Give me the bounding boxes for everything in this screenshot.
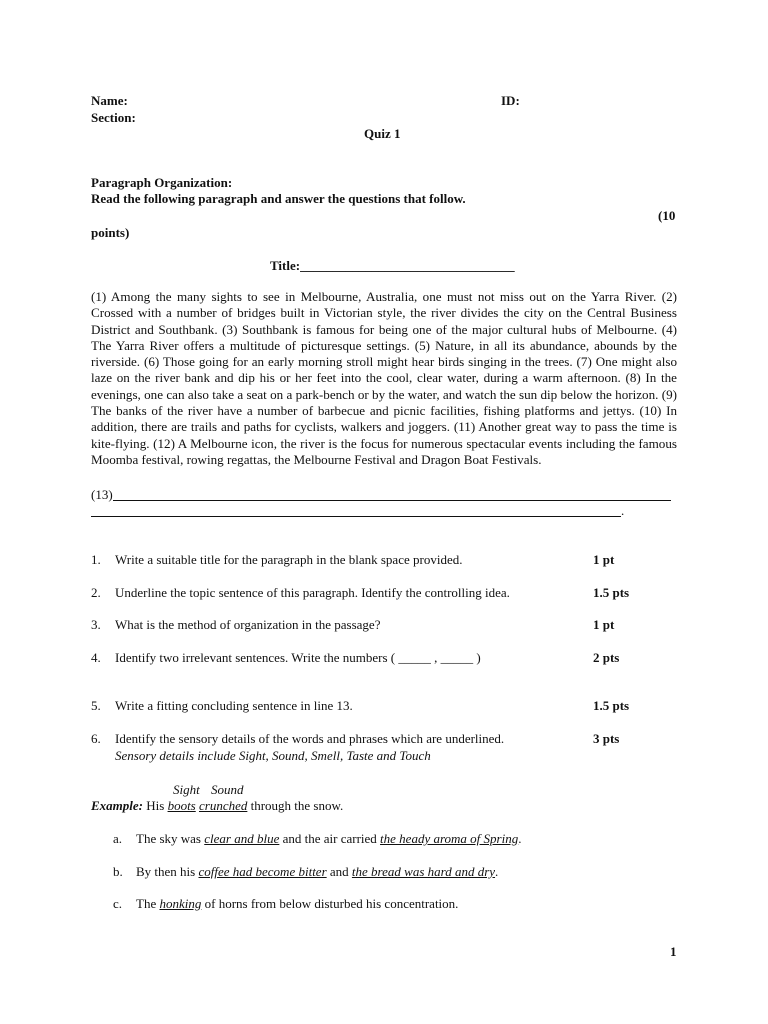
sub-item-b-pre: By then his — [136, 864, 196, 879]
question-4-text: Identify two irrelevant sentences. Write the numbers ( _____ , _____ ) — [115, 650, 481, 665]
example-word-boots: boots — [167, 798, 196, 813]
question-5-number: 5. — [91, 698, 101, 713]
sub-item-b — [136, 864, 498, 880]
example-line — [91, 798, 343, 814]
id-label: ID: — [501, 93, 520, 108]
points-bottom: points) — [91, 225, 130, 240]
question-1-number: 1. — [91, 552, 101, 567]
question-5-text: Write a fitting concluding sentence in line 13. — [115, 698, 353, 713]
sub-item-b-underline-2: the bread was hard and dry — [351, 864, 496, 879]
question-5-points: 1.5 pts — [593, 698, 630, 713]
sub-item-c-pre: The — [136, 896, 157, 911]
sub-item-b-letter: b. — [113, 864, 123, 879]
points-top: (10 — [658, 208, 676, 223]
sub-item-a-post: . — [518, 831, 522, 846]
example-tag-sound: Sound — [211, 782, 244, 797]
reading-paragraph: (1) Among the many sights to see in Melbourne, Australia, one must not miss out on the Yarra River. (2) Crossed with a number of bridges built in Victorian style, the river divides the city on the Central Business District and Southbank. (3) Southbank is famous for being one of the major cultural hubs of Melbourne. (4) The Yarra River offers a multitude of picturesque settings. (5) Nature, in all its abundance, abounds by the riverside. (6) Those going for an early morning stroll might hear birds singing in the trees. (7) One might also laze on the river bank and dip his or her feet into the cool, clear water, during a warm afternoon. (8) In the evenings, one can also take a seat on a park-bench or by the water, and watch the sun dip below the horizon. (9) The banks of the river have a number of barbecue and picnic facilities, fishing platforms and jettys. (10) In addition, there are trails and paths for cyclists, walkers and joggers. (11) Another great way to pass the time is kite-flying. (12) A Melbourne icon, the river is the focus for numerous spectacular events including the famous Moomba festival, rowing regattas, the Melbourne Festival and Dragon Boat Festivals. — [91, 289, 677, 467]
question-6-number: 6. — [91, 731, 101, 746]
example-word-crunched: crunched — [198, 798, 248, 813]
question-2-text: Underline the topic sentence of this paragraph. Identify the controlling idea. — [115, 585, 510, 600]
question-1-points: 1 pt — [593, 552, 615, 567]
question-3-text: What is the method of organization in the passage? — [115, 617, 381, 632]
title-label: Title: — [270, 258, 301, 273]
line-13-end: . — [621, 503, 625, 518]
question-3-points: 1 pt — [593, 617, 615, 632]
instruction-line: Read the following paragraph and answer the questions that follow. — [91, 191, 466, 206]
question-1-text: Write a suitable title for the paragraph in the blank space provided. — [115, 552, 463, 567]
sub-item-b-mid: and — [329, 864, 349, 879]
page-number: 1 — [670, 944, 677, 959]
section-heading: Paragraph Organization: — [91, 175, 233, 190]
question-6-points: 3 pts — [593, 731, 620, 746]
sensory-note: Sensory details include Sight, Sound, Smell, Taste and Touch — [115, 748, 431, 763]
line-13-blank-2[interactable] — [91, 516, 621, 517]
example-his: His — [146, 798, 165, 813]
sub-item-b-underline-1: coffee had become bitter — [198, 864, 327, 879]
sub-item-c-underline-1: honking — [159, 896, 202, 911]
quiz-title: Quiz 1 — [364, 126, 401, 141]
example-label: Example: — [91, 798, 143, 813]
question-6-text: Identify the sensory details of the words and phrases which are underlined. — [115, 731, 505, 746]
sub-item-a — [136, 831, 521, 847]
sub-item-a-underline-1: clear and blue — [204, 831, 280, 846]
sub-item-a-letter: a. — [113, 831, 123, 846]
question-3-number: 3. — [91, 617, 101, 632]
line-13-label: (13) — [91, 487, 113, 502]
name-label: Name: — [91, 93, 128, 108]
sub-item-c-letter: c. — [113, 896, 123, 911]
section-label: Section: — [91, 110, 136, 125]
title-line[interactable] — [270, 258, 515, 274]
sub-item-b-post: . — [495, 864, 499, 879]
line-13-blank[interactable] — [113, 500, 671, 501]
sub-item-c-mid: of horns from below disturbed his concentration. — [204, 896, 459, 911]
sub-item-a-pre: The sky was — [136, 831, 201, 846]
question-2-number: 2. — [91, 585, 101, 600]
question-4-points: 2 pts — [593, 650, 620, 665]
sub-item-c — [136, 896, 458, 912]
question-4-number: 4. — [91, 650, 101, 665]
question-2-points: 1.5 pts — [593, 585, 630, 600]
sub-item-a-underline-2: the heady aroma of Spring — [380, 831, 519, 846]
title-blank[interactable]: _________________________________ — [300, 258, 515, 273]
example-tag-sight: Sight — [173, 782, 200, 797]
example-rest: through the snow. — [250, 798, 344, 813]
sub-item-a-mid: and the air carried — [282, 831, 377, 846]
